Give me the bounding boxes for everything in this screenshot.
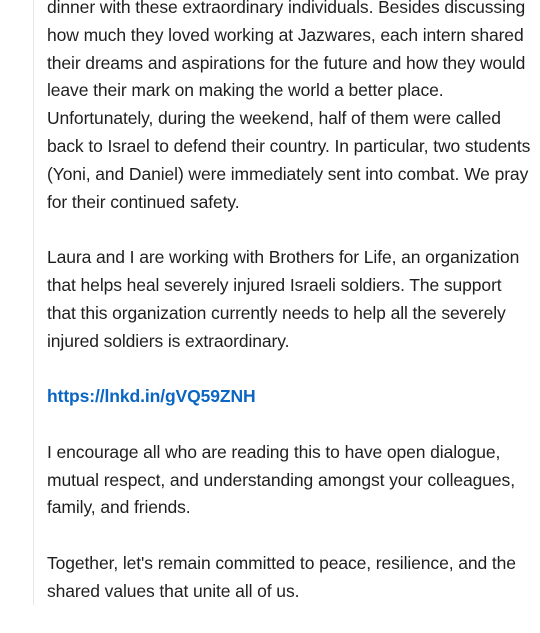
post-paragraph-1: dinner with these extraordinary individuals. Besides discussing how much they loved working at Jazwares, each intern shared their dreams and aspirations for the future and how they would leave their mark on making the world a better place. Unfortunately, during the weekend, half of them were called back to Israel to defend their country. In particular, two students (Yoni, and Daniel) were immediately sent into combat. We pray for their continued safety.	[47, 0, 531, 212]
post-body	[47, 0, 532, 633]
post-paragraph-2: Laura and I are working with Brothers for Life, an organization that helps heal severely injured Israeli soldiers. The support that this organization currently needs to help all the severely injured soldiers is extraordinary.	[47, 247, 520, 351]
post-link-paragraph	[47, 383, 532, 411]
donation-link[interactable]: https://lnkd.in/gVQ59ZNH	[47, 386, 256, 407]
post-paragraph-4: Together, let's remain committed to peace, resilience, and the shared values that unite all of us.	[47, 552, 516, 601]
post-paragraph-3: I encourage all who are reading this to have open dialogue, mutual respect, and understanding amongst your colleagues, family, and friends.	[47, 441, 515, 518]
thread-divider	[33, 0, 34, 605]
